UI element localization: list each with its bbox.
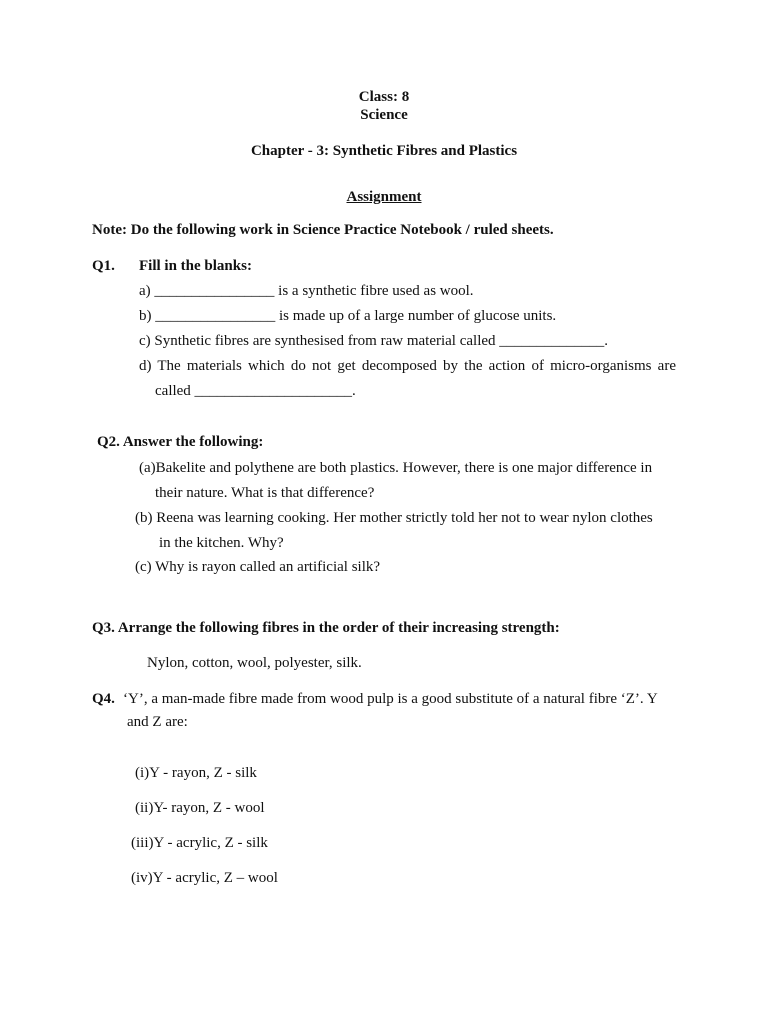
- q4-option-iii: (iii)Y - acrylic, Z - silk: [131, 835, 268, 851]
- q2-title: Q2. Answer the following:: [97, 434, 264, 450]
- subject-heading: Science: [360, 107, 408, 123]
- q1-title: Fill in the blanks:: [139, 258, 252, 274]
- q4-option-ii: (ii)Y- rayon, Z - wool: [135, 800, 265, 816]
- chapter-heading: Chapter - 3: Synthetic Fibres and Plastics: [250, 143, 518, 159]
- q4-text-cont: and Z are:: [127, 714, 188, 730]
- q2-part-b-cont: in the kitchen. Why?: [159, 535, 284, 551]
- q4-option-iv: (iv)Y - acrylic, Z – wool: [131, 870, 278, 886]
- note-text: Note: Do the following work in Science Practice Notebook / ruled sheets.: [92, 222, 554, 238]
- q3-list: Nylon, cotton, wool, polyester, silk.: [147, 655, 362, 671]
- q4-text: ‘Y’, a man-made fibre made from wood pulp is a good substitute of a natural fibre ‘Z’. Y: [123, 691, 658, 707]
- class-heading: Class: 8: [358, 89, 410, 105]
- q2-part-a: (a)Bakelite and polythene are both plastics. However, there is one major difference in: [139, 460, 653, 476]
- q2-part-c: (c) Why is rayon called an artificial silk?: [135, 559, 381, 575]
- q2-part-a-cont: their nature. What is that difference?: [155, 485, 375, 501]
- q1-item-d: d) The materials which do not get decomposed by the action of micro-organisms are: [139, 358, 676, 374]
- assignment-heading-wrap: [0, 188, 768, 206]
- q4-number: Q4.: [92, 691, 115, 707]
- q1-item-d-cont: called _____________________.: [155, 383, 356, 399]
- q3-title: Q3. Arrange the following fibres in the order of their increasing strength:: [92, 620, 560, 636]
- q2-part-b: (b) Reena was learning cooking. Her mother strictly told her not to wear nylon clothes: [135, 510, 653, 526]
- assignment-heading: Assignment: [346, 189, 422, 205]
- q1-number: Q1.: [92, 258, 115, 274]
- q1-item-a: a) ________________ is a synthetic fibre used as wool.: [139, 283, 474, 299]
- q1-item-c: c) Synthetic fibres are synthesised from raw material called ______________.: [139, 333, 609, 349]
- q1-item-b: b) ________________ is made up of a large number of glucose units.: [139, 308, 557, 324]
- q4-option-i: (i)Y - rayon, Z - silk: [135, 765, 257, 781]
